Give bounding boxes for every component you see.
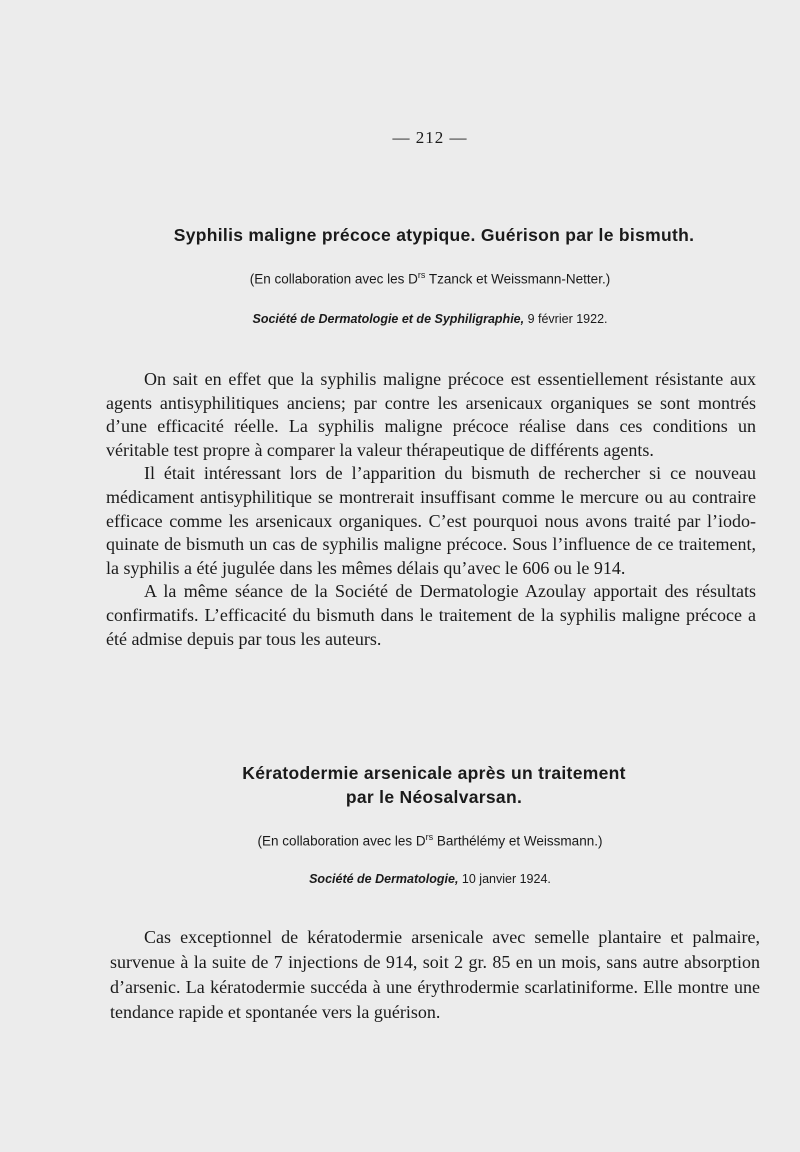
section1-paragraph-3: A la même séance de la Société de Dermatologie Azoulay apportait des résultats confirmatifs. L’efficacité du bismuth dans le traitement de la syphilis maligne précoce a été admise depuis par tous les auteurs. (106, 581, 756, 649)
section2-collaboration (0, 832, 800, 849)
section2-title-line1: Kératodermie arsenicale après un traitement (242, 763, 626, 783)
section2-body (110, 925, 760, 1025)
section1-source-journal: Société de Dermatologie et de Syphiligraphie, (252, 312, 525, 326)
section2-collab-prefix: (En collaboration avec les D (257, 833, 426, 849)
section1-body (106, 368, 756, 651)
section1-collaboration (0, 270, 800, 287)
section2-collab-sup: rs (425, 832, 434, 842)
section2-source-date: 10 janvier 1924. (458, 872, 551, 886)
section1-source (0, 312, 800, 326)
section2-collab-suffix: Barthélémy et Weissmann.) (433, 833, 603, 849)
page-number: — 212 — (392, 128, 468, 147)
section1-collab-sup: rs (417, 270, 426, 280)
section1-paragraph-2: Il était intéressant lors de l’apparition du bismuth de rechercher si ce nouveau médicament antisyphilitique se montrerait insuffisant comme le mercure ou au contraire efficace comme les arsenicaux organiques. C’est pourquoi nous avons traité par l’iodo-quinate de bismuth un cas de syphilis maligne précoce. Sous l’influence de ce traitement, la syphilis a été jugulée dans les mêmes délais qu’avec le 606 ou le 914. (106, 463, 756, 578)
section2-source (0, 872, 800, 886)
section1-source-date: 9 février 1922. (524, 312, 608, 326)
section2-title-line2: par le Néosalvarsan. (345, 787, 523, 807)
section2-source-journal: Société de Dermatologie, (309, 872, 459, 886)
section1-paragraph-1: On sait en effet que la syphilis maligne précoce est essentiellement résistante aux agents antisyphilitiques anciens; par contre les arsenicaux organiques se sont montrés d’une efficacité réelle. La syphilis maligne précoce réalise dans ces conditions un véritable test propre à comparer la valeur thérapeutique de différents agents. (106, 369, 756, 460)
section2-paragraph-1: Cas exceptionnel de kératodermie arsenicale avec semelle plantaire et palmaire, survenue à la suite de 7 injections de 914, soit 2 gr. 85 en un mois, sans autre absorption d’arsenic. La kératodermie succéda à une érythrodermie scarlatiniforme. Elle montre une tendance rapide et spontanée vers la guérison. (110, 927, 760, 1022)
section1-title: Syphilis maligne précoce atypique. Guérison par le bismuth. (173, 225, 695, 245)
section1-collab-prefix: (En collaboration avec les D (249, 271, 418, 287)
section1-collab-suffix: Tzanck et Weissmann-Netter.) (425, 271, 611, 287)
